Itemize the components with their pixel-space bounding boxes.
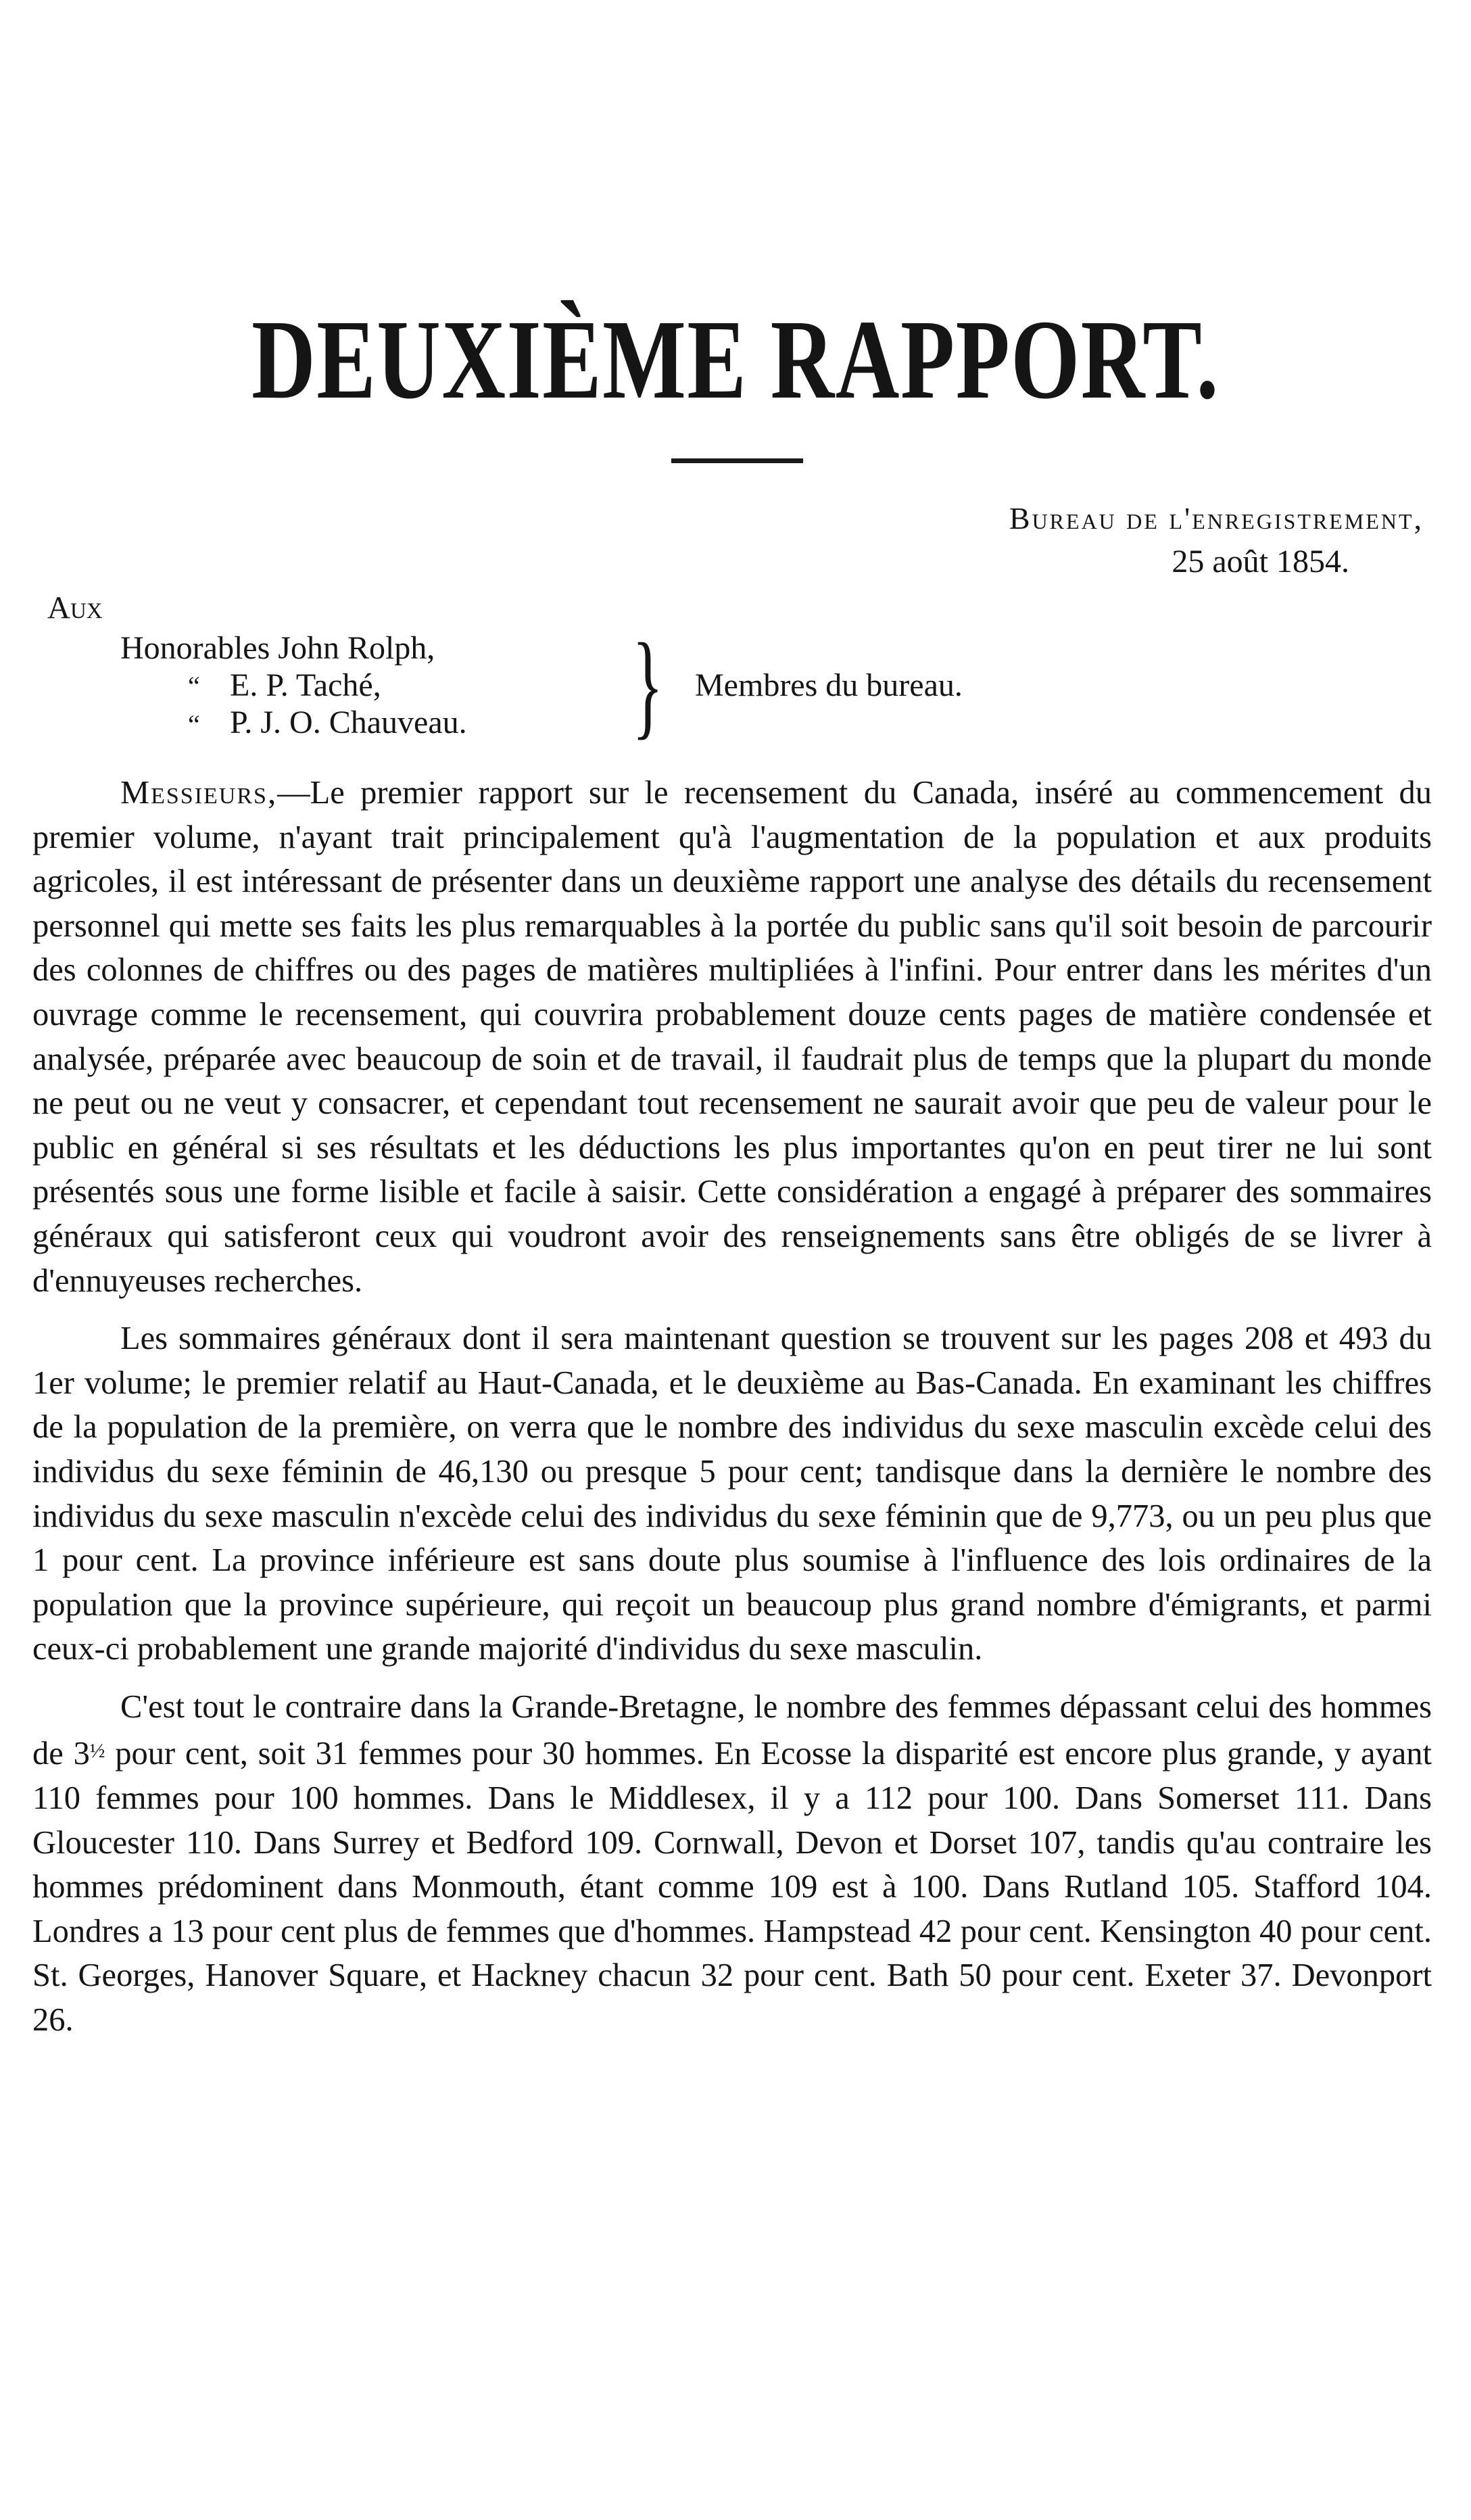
fraction: ½ <box>89 1740 105 1763</box>
office-line: Bureau de l'enregistrement, <box>1009 501 1424 536</box>
paragraph-2: Les sommaires généraux dont il sera maintenant question se trouvent sur les pages 208 et 493 du 1er volume; le premier relatif au Haut-Canada, et le deuxième au Bas-Canada. En examinant les chiffres de la population de la première, on verra que le nombre des individus du sexe masculin excède celui des individus du sexe féminin de 46,130 ou presque 5 pour cent; tandisque dans la dernière le nombre des individus du sexe masculin n'excède celui des individus du sexe féminin que de 9,773, ou un peu plus que 1 pour cent. La province inférieure est sans doute plus soumise à l'influence des lois ordinaires de la population que la province supérieure, qui reçoit un beaucoup plus grand nombre d'émigrants, et parmi ceux-ci probablement une grande majorité d'individus du sexe masculin. <box>32 1321 1432 1667</box>
salutation: Aux <box>47 590 103 625</box>
paragraph-1-text: —Le premier rapport sur le recensement du Canada, inséré au commencement du premier volume, n'ayant trait principalement qu'à l'augmentation de la population et aux produits agricoles, il est intéressant de présenter dans un deuxième rapport une analyse des détails du recensement personnel qui mette ses faits les plus remarquables à la portée du public sans qu'il soit besoin de parcourir des colonnes de chiffres ou des pages de matières multipliées à l'infini. Pour entrer dans les mérites d'un ouvrage comme le recensement, qui couvrira probablement douze cents pages de matière condensée et analysée, préparée avec beaucoup de soin et de travail, il faudrait plus de temps que la plupart du monde ne peut ou ne veut y consacrer, et cependant tout recensement ne saurait avoir que peu de valeur pour le public en général si ses résultats et les déductions les plus importantes qu'on en peut tirer ne lui sont présentés sous une forme lisible et facile à saisir. Cette considération a engagé à préparer des sommaires généraux qui satisferont ceux qui voudront avoir des renseignements sans être obligés de se livrer à d'ennuyeuses recherches. <box>32 775 1432 1299</box>
report-body <box>32 771 1432 2043</box>
ditto-mark: “ <box>188 671 200 701</box>
brace-icon: } <box>632 619 664 750</box>
addressee-first: Honorables John Rolph, <box>120 630 435 666</box>
addressee-third: P. J. O. Chauveau. <box>230 705 467 740</box>
opening-word: Messieurs, <box>120 775 278 811</box>
paragraph-3-text-start: C'est tout le contraire dans la Grande-Bretagne, le nombre des femmes dépassant celui des hommes de 3 <box>32 1688 1432 1772</box>
date-line: 25 août 1854. <box>1172 544 1349 579</box>
addressee-second: E. P. Taché, <box>230 667 381 703</box>
paragraph-1 <box>32 771 1432 1303</box>
paragraph-3 <box>32 1685 1432 2043</box>
title-rule <box>671 458 803 463</box>
paragraph-3-text-end: pour cent, soit 31 femmes pour 30 hommes. En Ecosse la disparité est encore plus grande, y ayant 110 femmes pour 100 hommes. Dans le Middlesex, il y a 112 pour 100. Dans Somerset 111. Dans Gloucester 110. Dans Surrey et Bedford 109. Cornwall, Devon et Dorset 107, tandis qu'au contraire les hommes prédominent dans Monmouth, étant comme 109 est à 100. Dans Rutland 105. Stafford 104. Londres a 13 pour cent plus de femmes que d'hommes. Hampstead 42 pour cent. Kensington 40 pour cent. St. Georges, Hanover Square, et Hackney chacun 32 pour cent. Bath 50 pour cent. Exeter 37. Devonport 26. <box>32 1736 1432 2039</box>
page-title: DEUXIÈME RAPPORT. <box>251 297 1220 423</box>
ditto-mark: “ <box>188 709 200 740</box>
members-label: Membres du bureau. <box>695 667 963 703</box>
